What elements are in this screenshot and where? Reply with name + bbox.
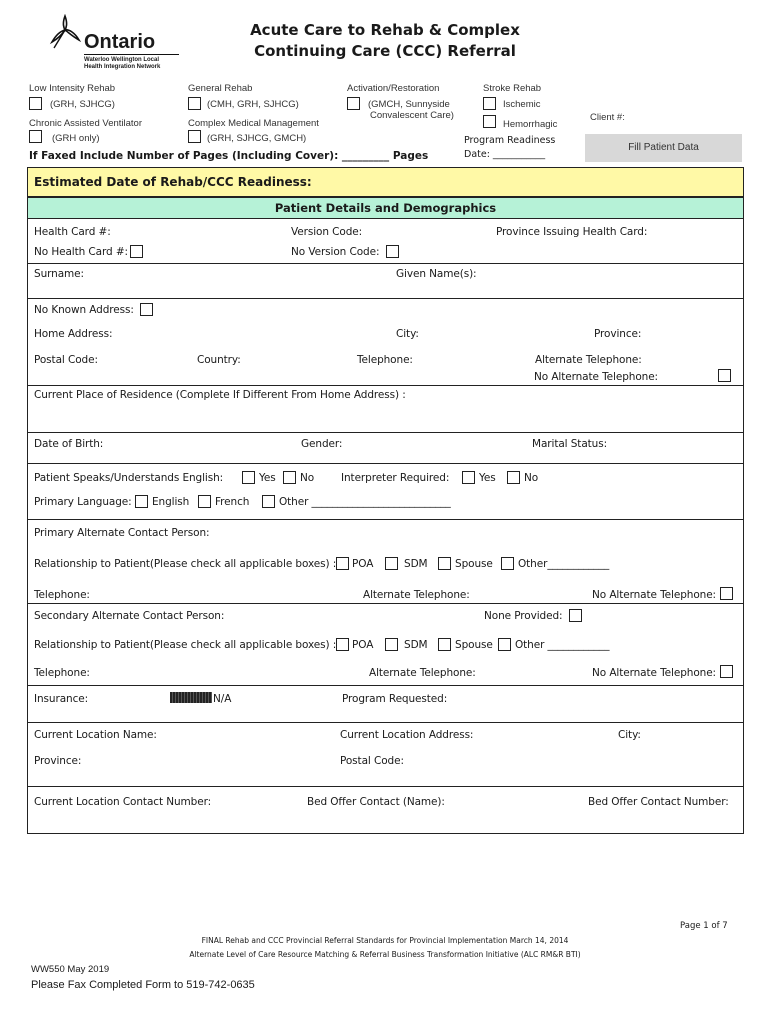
current-location-name-label: Current Location Name: bbox=[34, 729, 157, 741]
health-card-label: Health Card #: bbox=[34, 226, 111, 238]
secondary-poa-label: POA bbox=[352, 639, 374, 651]
secondary-spouse-label: Spouse bbox=[455, 639, 493, 651]
secondary-no-alt-telephone-checkbox[interactable] bbox=[720, 665, 733, 678]
secondary-spouse-checkbox[interactable] bbox=[438, 638, 451, 651]
secondary-other-label: Other ____________ bbox=[515, 639, 610, 651]
divider bbox=[27, 298, 744, 299]
language-english-checkbox[interactable] bbox=[135, 495, 148, 508]
english-no-label: No bbox=[300, 472, 315, 484]
secondary-alt-telephone-label: Alternate Telephone: bbox=[369, 667, 476, 679]
current-location-city-label: City: bbox=[618, 729, 641, 741]
gender-label: Gender: bbox=[301, 438, 343, 450]
no-alt-telephone-label: No Alternate Telephone: bbox=[534, 371, 658, 383]
ischemic-label: Ischemic bbox=[503, 99, 541, 110]
patient-details-title: Patient Details and Demographics bbox=[274, 201, 497, 215]
fax-instruction: Please Fax Completed Form to 519-742-0635 bbox=[31, 979, 255, 991]
primary-no-alt-telephone-checkbox[interactable] bbox=[720, 587, 733, 600]
dob-label: Date of Birth: bbox=[34, 438, 104, 450]
logo-sub-line2: Health Integration Network bbox=[84, 64, 161, 70]
none-provided-checkbox[interactable] bbox=[569, 609, 582, 622]
hemorrhagic-label: Hemorrhagic bbox=[503, 119, 558, 130]
title-line1: Acute Care to Rehab & Complex bbox=[250, 21, 520, 39]
insurance-value: N/A bbox=[213, 693, 232, 705]
form-title bbox=[235, 20, 535, 62]
alt-telephone-label: Alternate Telephone: bbox=[535, 354, 642, 366]
chronic-vent-checkbox[interactable] bbox=[29, 130, 42, 143]
no-alt-telephone-checkbox[interactable] bbox=[718, 369, 731, 382]
no-health-card-label: No Health Card #: bbox=[34, 246, 128, 258]
city-label: City: bbox=[396, 328, 419, 340]
trillium-icon bbox=[48, 14, 82, 50]
secondary-sdm-label: SDM bbox=[404, 639, 428, 651]
no-known-address-checkbox[interactable] bbox=[140, 303, 153, 316]
primary-sdm-checkbox[interactable] bbox=[385, 557, 398, 570]
initiative-note: Alternate Level of Care Resource Matching & Referral Business Transformation Initiative (ALC RM&R BTI) bbox=[189, 950, 581, 959]
divider bbox=[27, 722, 744, 723]
interpreter-no-label: No bbox=[524, 472, 539, 484]
primary-spouse-label: Spouse bbox=[455, 558, 493, 570]
surname-label: Surname: bbox=[34, 268, 84, 280]
client-number-label: Client #: bbox=[590, 112, 625, 123]
low-intensity-label: Low Intensity Rehab bbox=[29, 83, 116, 94]
primary-poa-checkbox[interactable] bbox=[336, 557, 349, 570]
divider bbox=[27, 603, 744, 604]
chronic-vent-label: Chronic Assisted Ventilator bbox=[29, 118, 143, 129]
general-rehab-checkbox[interactable] bbox=[188, 97, 201, 110]
primary-relationship-label: Relationship to Patient(Please check all applicable boxes) : bbox=[34, 558, 337, 570]
postal-code-label: Postal Code: bbox=[34, 354, 98, 366]
primary-poa-label: POA bbox=[352, 558, 374, 570]
logo-sub-line1: Waterloo Wellington Local bbox=[84, 57, 159, 63]
marital-status-label: Marital Status: bbox=[532, 438, 608, 450]
secondary-relationship-label: Relationship to Patient(Please check all applicable boxes) : bbox=[34, 639, 337, 651]
logo-rule bbox=[84, 54, 179, 55]
form-id: WW550 May 2019 bbox=[31, 964, 110, 975]
divider bbox=[27, 519, 744, 520]
insurance-label: Insurance: bbox=[34, 693, 89, 705]
page-number: Page 1 of 7 bbox=[680, 921, 728, 931]
telephone-label: Telephone: bbox=[357, 354, 413, 366]
activation-checkbox[interactable] bbox=[347, 97, 360, 110]
language-french-checkbox[interactable] bbox=[198, 495, 211, 508]
english-no-checkbox[interactable] bbox=[283, 471, 296, 484]
bed-offer-number-label: Bed Offer Contact Number: bbox=[588, 796, 729, 808]
province-issuing-label: Province Issuing Health Card: bbox=[496, 226, 648, 238]
no-health-card-checkbox[interactable] bbox=[130, 245, 143, 258]
general-rehab-label: General Rehab bbox=[188, 83, 253, 94]
chronic-vent-option: (GRH only) bbox=[52, 133, 100, 144]
program-requested-label: Program Requested: bbox=[342, 693, 448, 705]
version-code-label: Version Code: bbox=[291, 226, 363, 238]
current-location-postal-label: Postal Code: bbox=[340, 755, 404, 767]
primary-telephone-label: Telephone: bbox=[34, 589, 90, 601]
language-english-label: English bbox=[152, 496, 190, 508]
country-label: Country: bbox=[197, 354, 241, 366]
no-version-code-label: No Version Code: bbox=[291, 246, 380, 258]
faxed-pages-note: If Faxed Include Number of Pages (Including Cover): _________ Pages bbox=[29, 150, 429, 162]
english-yes-label: Yes bbox=[259, 472, 276, 484]
divider bbox=[27, 463, 744, 464]
divider bbox=[27, 385, 744, 386]
estimated-date-band[interactable] bbox=[27, 167, 744, 197]
ischemic-checkbox[interactable] bbox=[483, 97, 496, 110]
primary-other-label: Other____________ bbox=[518, 558, 610, 570]
fill-patient-data-button[interactable]: Fill Patient Data bbox=[585, 134, 742, 162]
divider bbox=[27, 263, 744, 264]
current-location-province-label: Province: bbox=[34, 755, 82, 767]
hemorrhagic-checkbox[interactable] bbox=[483, 115, 496, 128]
activation-option-line2: Convalescent Care) bbox=[370, 110, 454, 121]
stroke-rehab-label: Stroke Rehab bbox=[483, 83, 542, 94]
complex-med-option: (GRH, SJHCG, GMCH) bbox=[207, 133, 307, 144]
current-location-contact-label: Current Location Contact Number: bbox=[34, 796, 212, 808]
divider bbox=[27, 786, 744, 787]
no-known-address-label: No Known Address: bbox=[34, 304, 134, 316]
interpreter-yes-label: Yes bbox=[479, 472, 496, 484]
current-location-address-label: Current Location Address: bbox=[340, 729, 474, 741]
speaks-english-label: Patient Speaks/Understands English: bbox=[34, 472, 224, 484]
complex-med-label: Complex Medical Management bbox=[188, 118, 319, 129]
english-yes-checkbox[interactable] bbox=[242, 471, 255, 484]
bed-offer-name-label: Bed Offer Contact (Name): bbox=[307, 796, 445, 808]
activation-label: Activation/Restoration bbox=[347, 83, 440, 94]
title-line2: Continuing Care (CCC) Referral bbox=[254, 42, 516, 60]
general-rehab-option: (CMH, GRH, SJHCG) bbox=[207, 99, 299, 110]
secondary-poa-checkbox[interactable] bbox=[336, 638, 349, 651]
primary-spouse-checkbox[interactable] bbox=[438, 557, 451, 570]
given-names-label: Given Name(s): bbox=[396, 268, 477, 280]
logo-brand: Ontario bbox=[84, 31, 156, 53]
standards-note: FINAL Rehab and CCC Provincial Referral Standards for Provincial Implementation March 14, 2014 bbox=[201, 936, 569, 945]
interpreter-label: Interpreter Required: bbox=[341, 472, 450, 484]
primary-alt-telephone-label: Alternate Telephone: bbox=[363, 589, 470, 601]
secondary-no-alt-telephone-label: No Alternate Telephone: bbox=[592, 667, 716, 679]
estimated-date-label: Estimated Date of Rehab/CCC Readiness: bbox=[34, 175, 312, 189]
program-readiness-label: Program Readiness bbox=[464, 135, 556, 146]
divider bbox=[27, 685, 744, 686]
primary-other-checkbox[interactable] bbox=[501, 557, 514, 570]
none-provided-label: None Provided: bbox=[484, 610, 563, 622]
program-readiness-date: Date: ___________ bbox=[464, 149, 546, 160]
low-intensity-option: (GRH, SJHCG) bbox=[50, 99, 115, 110]
secondary-other-checkbox[interactable] bbox=[498, 638, 511, 651]
primary-sdm-label: SDM bbox=[404, 558, 428, 570]
interpreter-yes-checkbox[interactable] bbox=[462, 471, 475, 484]
logo-subtitle bbox=[84, 57, 160, 71]
redaction-mark bbox=[170, 692, 212, 703]
no-version-code-checkbox[interactable] bbox=[386, 245, 399, 258]
interpreter-no-checkbox[interactable] bbox=[507, 471, 520, 484]
primary-no-alt-telephone-label: No Alternate Telephone: bbox=[592, 589, 716, 601]
complex-med-checkbox[interactable] bbox=[188, 130, 201, 143]
patient-details-header bbox=[27, 197, 744, 219]
secondary-telephone-label: Telephone: bbox=[34, 667, 90, 679]
activation-option-line1: (GMCH, Sunnyside bbox=[368, 99, 450, 110]
divider bbox=[27, 432, 744, 433]
secondary-contact-label: Secondary Alternate Contact Person: bbox=[34, 610, 225, 622]
current-residence-label: Current Place of Residence (Complete If Different From Home Address) : bbox=[34, 389, 406, 401]
language-other-label: Other ___________________________ bbox=[279, 496, 451, 508]
primary-contact-label: Primary Alternate Contact Person: bbox=[34, 527, 210, 539]
home-address-label: Home Address: bbox=[34, 328, 113, 340]
primary-language-label: Primary Language: bbox=[34, 496, 132, 508]
secondary-sdm-checkbox[interactable] bbox=[385, 638, 398, 651]
province-label: Province: bbox=[594, 328, 642, 340]
language-french-label: French bbox=[215, 496, 250, 508]
low-intensity-checkbox[interactable] bbox=[29, 97, 42, 110]
language-other-checkbox[interactable] bbox=[262, 495, 275, 508]
